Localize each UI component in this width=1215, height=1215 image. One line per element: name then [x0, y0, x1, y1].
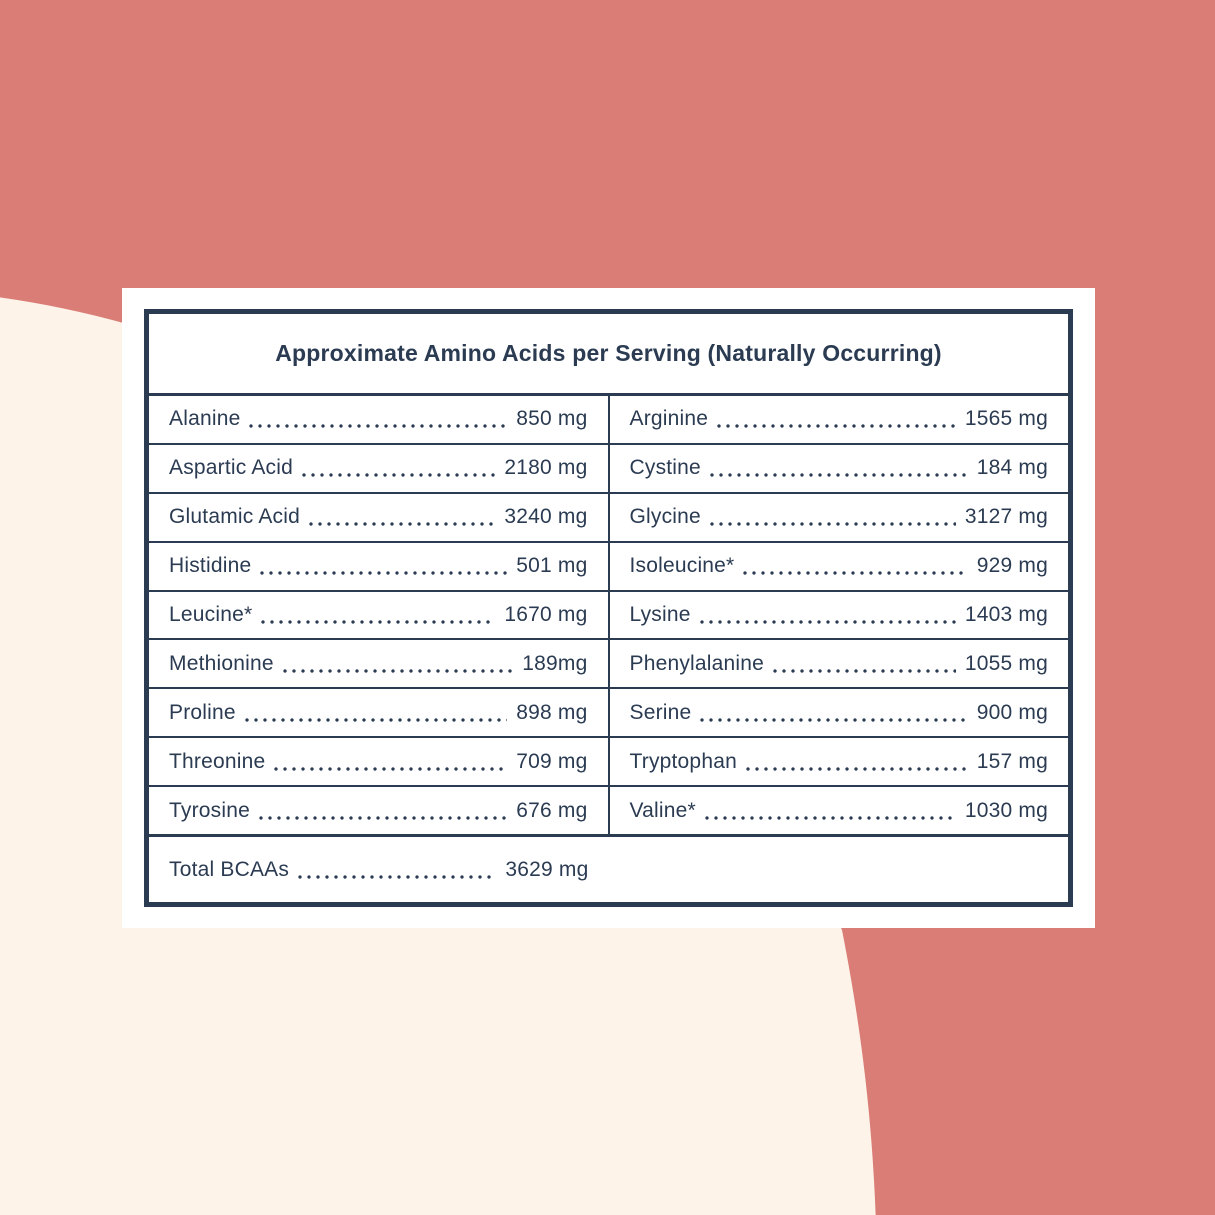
dot-leader — [261, 620, 495, 624]
amino-acid-cell-left — [149, 396, 608, 443]
total-bcaas-label: Total BCAAs — [169, 857, 290, 881]
amino-acid-value: 501 mg — [516, 554, 588, 578]
amino-acid-value: 1565 mg — [964, 407, 1048, 431]
dot-leader — [710, 522, 956, 526]
amino-acid-cell-left — [149, 543, 608, 590]
amino-acid-cell-left — [149, 640, 608, 687]
amino-acid-cell-right — [610, 445, 1069, 492]
amino-acid-label: Alanine — [169, 407, 241, 431]
amino-acid-value: 709 mg — [516, 749, 588, 773]
amino-acid-row — [149, 785, 1068, 834]
amino-acid-value: 189mg — [522, 651, 588, 675]
amino-acids-card — [122, 288, 1095, 928]
amino-acid-cell-right — [610, 640, 1069, 687]
amino-acid-value: 3240 mg — [504, 505, 588, 529]
amino-acid-value: 1670 mg — [504, 603, 588, 626]
dot-leader — [245, 718, 507, 722]
amino-acid-cell-right — [610, 592, 1069, 639]
amino-acid-value: 157 mg — [976, 749, 1048, 773]
amino-acid-cell-left — [149, 592, 608, 639]
amino-acid-cell-right — [610, 543, 1069, 590]
amino-acid-row — [149, 492, 1068, 541]
dot-leader — [283, 669, 514, 673]
dot-leader — [773, 669, 956, 673]
dot-leader — [700, 718, 967, 722]
amino-acid-row — [149, 590, 1068, 639]
amino-acid-label: Leucine* — [169, 603, 253, 626]
amino-acid-label: Proline — [169, 700, 236, 724]
total-bcaas-row — [149, 834, 1068, 902]
amino-acid-cell-right — [610, 689, 1069, 736]
dot-leader — [700, 620, 956, 624]
amino-acid-row — [149, 736, 1068, 785]
amino-acid-value: 850 mg — [516, 407, 588, 431]
dot-leader — [743, 571, 967, 575]
amino-acid-label: Glycine — [629, 505, 701, 529]
amino-acid-rows — [149, 396, 1068, 834]
dot-leader — [710, 473, 968, 477]
amino-acid-row — [149, 541, 1068, 590]
amino-acid-label: Serine — [629, 700, 692, 724]
amino-acid-label: Histidine — [169, 554, 252, 578]
total-bcaas-cell — [149, 837, 609, 902]
amino-acid-row — [149, 687, 1068, 736]
dot-leader — [746, 767, 968, 771]
dot-leader — [717, 424, 956, 428]
amino-acid-label: Cystine — [629, 456, 701, 480]
amino-acid-value: 676 mg — [516, 798, 588, 822]
amino-acid-cell-right — [610, 787, 1069, 834]
dot-leader — [259, 816, 507, 820]
dot-leader — [298, 875, 496, 879]
amino-acid-cell-left — [149, 494, 608, 541]
dot-leader — [274, 767, 507, 771]
dot-leader — [705, 816, 956, 820]
amino-acid-label: Threonine — [169, 749, 266, 773]
amino-acid-value: 1403 mg — [964, 603, 1048, 626]
amino-acid-cell-left — [149, 445, 608, 492]
amino-acid-label: Valine* — [629, 798, 696, 822]
amino-acid-value: 898 mg — [516, 700, 588, 724]
amino-acid-cell-right — [610, 396, 1069, 443]
amino-acid-label: Arginine — [629, 407, 709, 431]
dot-leader — [302, 473, 495, 477]
amino-acid-cell-left — [149, 787, 608, 834]
amino-acids-table — [144, 309, 1073, 907]
amino-acid-value: 1055 mg — [964, 651, 1048, 675]
amino-acid-cell-right — [610, 494, 1069, 541]
amino-acid-value: 2180 mg — [504, 456, 588, 480]
dot-leader — [260, 571, 507, 575]
dot-leader — [309, 522, 495, 526]
amino-acid-label: Glutamic Acid — [169, 505, 300, 529]
amino-acid-label: Lysine — [629, 603, 691, 626]
table-title: Approximate Amino Acids per Serving (Naturally Occurring) — [275, 340, 942, 366]
table-header — [149, 314, 1068, 396]
amino-acid-label: Phenylalanine — [629, 651, 765, 675]
amino-acid-label: Tyrosine — [169, 798, 250, 822]
amino-acid-label: Tryptophan — [629, 749, 737, 773]
amino-acid-row — [149, 396, 1068, 443]
amino-acid-row — [149, 638, 1068, 687]
total-bcaas-value: 3629 mg — [505, 857, 589, 881]
amino-acid-value: 900 mg — [976, 700, 1048, 724]
amino-acid-row — [149, 443, 1068, 492]
amino-acid-value: 929 mg — [976, 554, 1048, 578]
amino-acid-label: Aspartic Acid — [169, 456, 293, 480]
amino-acid-value: 3127 mg — [964, 505, 1048, 529]
amino-acid-value: 1030 mg — [964, 798, 1048, 822]
amino-acid-cell-left — [149, 738, 608, 785]
amino-acid-label: Isoleucine* — [629, 554, 735, 578]
amino-acid-value: 184 mg — [976, 456, 1048, 480]
amino-acid-label: Methionine — [169, 651, 274, 675]
amino-acid-cell-left — [149, 689, 608, 736]
dot-leader — [249, 424, 507, 428]
amino-acid-cell-right — [610, 738, 1069, 785]
